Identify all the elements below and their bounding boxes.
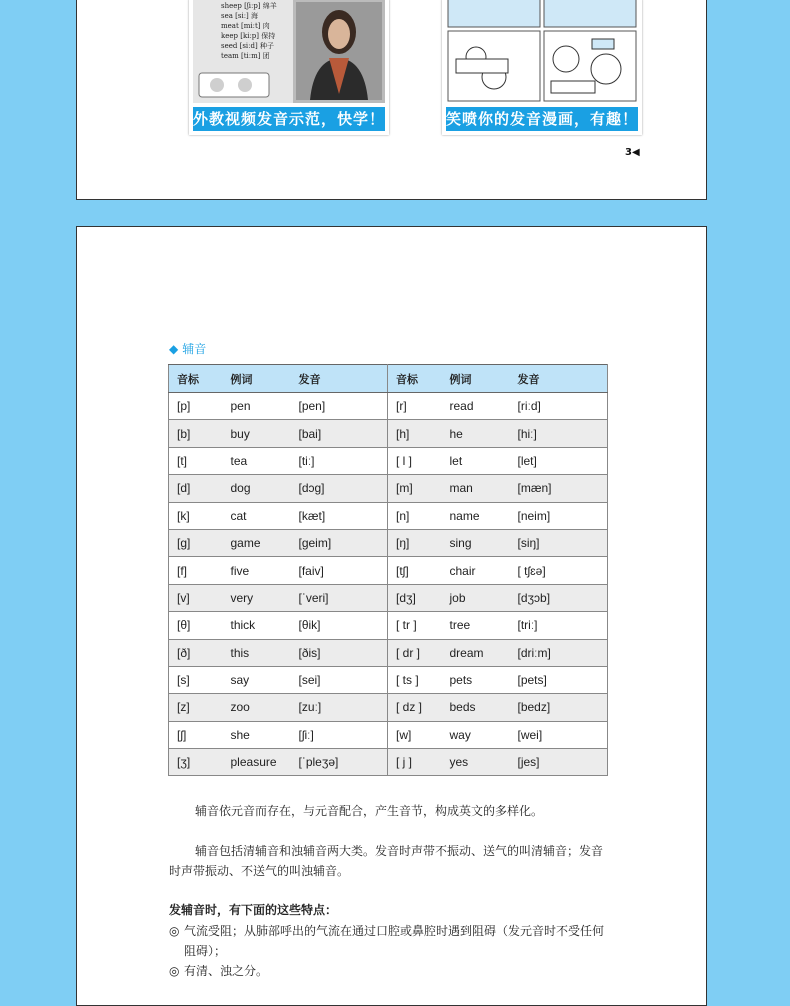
pronunciation-cell: [sei] bbox=[291, 666, 388, 693]
previous-page bbox=[76, 0, 707, 200]
video-demo-image bbox=[193, 0, 385, 103]
example-word-cell: name bbox=[442, 502, 510, 529]
symbol-cell: [ j ] bbox=[388, 749, 442, 776]
pronunciation-comic-image bbox=[446, 0, 638, 103]
example-word-cell: beds bbox=[442, 694, 510, 721]
example-word-cell: cat bbox=[223, 502, 291, 529]
example-word-cell: sing bbox=[442, 529, 510, 556]
vocab-item: team [tiːm] 团 bbox=[221, 52, 270, 60]
table-row bbox=[169, 502, 608, 529]
example-word-cell: way bbox=[442, 721, 510, 748]
vocab-item: sheep [ʃiːp] 绵羊 bbox=[221, 2, 277, 10]
feature-text: 有清、浊之分。 bbox=[184, 964, 269, 978]
cartoon-sticker bbox=[195, 69, 275, 99]
col-header-example: 例词 bbox=[442, 365, 510, 393]
section-heading bbox=[169, 340, 206, 357]
symbol-cell: [ tr ] bbox=[388, 612, 442, 639]
pronunciation-cell: [mæn] bbox=[510, 475, 608, 502]
consonant-table bbox=[168, 364, 608, 776]
pronunciation-cell: [bai] bbox=[291, 420, 388, 447]
feature-item bbox=[169, 961, 609, 981]
example-word-cell: this bbox=[223, 639, 291, 666]
comic-caption: 笑喷你的发音漫画，有趣！ bbox=[446, 107, 638, 131]
symbol-cell: [g] bbox=[169, 529, 223, 556]
example-word-cell: say bbox=[223, 666, 291, 693]
table-row bbox=[169, 475, 608, 502]
table-row bbox=[169, 666, 608, 693]
vocab-item: keep [kiːp] 保持 bbox=[221, 32, 276, 40]
pronunciation-cell: [θik] bbox=[291, 612, 388, 639]
pronunciation-cell: [jes] bbox=[510, 749, 608, 776]
symbol-cell: [h] bbox=[388, 420, 442, 447]
pronunciation-cell: [dɔg] bbox=[291, 475, 388, 502]
paragraph-consonant-intro: 辅音依元音而存在，与元音配合，产生音节，构成英文的多样化。 bbox=[195, 804, 544, 818]
example-word-cell: yes bbox=[442, 749, 510, 776]
section-title: 辅音 bbox=[182, 342, 207, 356]
pronunciation-cell: [ðis] bbox=[291, 639, 388, 666]
teacher-photo bbox=[296, 2, 382, 100]
symbol-cell: [ l ] bbox=[388, 447, 442, 474]
table-row bbox=[169, 639, 608, 666]
pronunciation-cell: [neim] bbox=[510, 502, 608, 529]
example-word-cell: pets bbox=[442, 666, 510, 693]
vocab-item: meat [miːt] 肉 bbox=[221, 22, 270, 30]
vocab-list bbox=[221, 1, 277, 61]
pronunciation-cell: [driːm] bbox=[510, 639, 608, 666]
pronunciation-cell: [riːd] bbox=[510, 393, 608, 420]
page-number-value: 3 bbox=[625, 147, 632, 158]
double-arrow-icon: ◀ bbox=[631, 147, 640, 158]
symbol-cell: [b] bbox=[169, 420, 223, 447]
symbol-cell: [w] bbox=[388, 721, 442, 748]
example-word-cell: let bbox=[442, 447, 510, 474]
example-word-cell: thick bbox=[223, 612, 291, 639]
symbol-cell: [ð] bbox=[169, 639, 223, 666]
example-word-cell: chair bbox=[442, 557, 510, 584]
symbol-cell: [ ts ] bbox=[388, 666, 442, 693]
pronunciation-cell: [ˈpleʒə] bbox=[291, 749, 388, 776]
pronunciation-cell: [ʃiː] bbox=[291, 721, 388, 748]
example-word-cell: pleasure bbox=[223, 749, 291, 776]
pronunciation-cell: [bedz] bbox=[510, 694, 608, 721]
symbol-cell: [k] bbox=[169, 502, 223, 529]
example-word-cell: he bbox=[442, 420, 510, 447]
symbol-cell: [r] bbox=[388, 393, 442, 420]
consonant-table-body bbox=[169, 393, 608, 776]
symbol-cell: [z] bbox=[169, 694, 223, 721]
col-header-symbol: 音标 bbox=[388, 365, 442, 393]
table-row bbox=[169, 420, 608, 447]
pronunciation-cell: [ tʃɛə] bbox=[510, 557, 608, 584]
col-header-pronunciation: 发音 bbox=[510, 365, 608, 393]
symbol-cell: [θ] bbox=[169, 612, 223, 639]
vocab-item: sea [siː] 海 bbox=[221, 12, 259, 20]
page-number bbox=[625, 147, 640, 158]
paragraph-consonant-types: 辅音包括清辅音和浊辅音两大类。发音时声带不振动、送气的叫清辅音；发音时声带振动、不送气的叫浊辅音。 bbox=[169, 844, 604, 878]
example-word-cell: job bbox=[442, 584, 510, 611]
table-row bbox=[169, 529, 608, 556]
symbol-cell: [ dr ] bbox=[388, 639, 442, 666]
pronunciation-cell: [let] bbox=[510, 447, 608, 474]
symbol-cell: [t] bbox=[169, 447, 223, 474]
table-row bbox=[169, 612, 608, 639]
symbol-cell: [tʃ] bbox=[388, 557, 442, 584]
pronunciation-cell: [ˈveri] bbox=[291, 584, 388, 611]
diamond-bullet-icon: ◆ bbox=[169, 342, 179, 356]
symbol-cell: [ dz ] bbox=[388, 694, 442, 721]
pronunciation-cell: [geim] bbox=[291, 529, 388, 556]
col-header-example: 例词 bbox=[223, 365, 291, 393]
example-word-cell: pen bbox=[223, 393, 291, 420]
symbol-cell: [f] bbox=[169, 557, 223, 584]
col-header-pronunciation: 发音 bbox=[291, 365, 388, 393]
example-word-cell: five bbox=[223, 557, 291, 584]
symbol-cell: [d] bbox=[169, 475, 223, 502]
feature-item bbox=[169, 921, 609, 961]
pronunciation-cell: [dʒɔb] bbox=[510, 584, 608, 611]
table-row bbox=[169, 721, 608, 748]
table-row bbox=[169, 447, 608, 474]
teacher-video-frame bbox=[293, 0, 385, 103]
example-word-cell: game bbox=[223, 529, 291, 556]
circle-bullet-icon: ◎ bbox=[169, 924, 180, 938]
example-word-cell: tree bbox=[442, 612, 510, 639]
symbol-cell: [ʒ] bbox=[169, 749, 223, 776]
example-word-cell: she bbox=[223, 721, 291, 748]
table-row bbox=[169, 584, 608, 611]
pronunciation-cell: [zuː] bbox=[291, 694, 388, 721]
col-header-symbol: 音标 bbox=[169, 365, 223, 393]
pronunciation-cell: [tiː] bbox=[291, 447, 388, 474]
example-word-cell: dream bbox=[442, 639, 510, 666]
symbol-cell: [m] bbox=[388, 475, 442, 502]
example-word-cell: zoo bbox=[223, 694, 291, 721]
example-word-cell: read bbox=[442, 393, 510, 420]
features-heading: 发辅音时，有下面的这些特点： bbox=[169, 903, 338, 917]
example-word-cell: tea bbox=[223, 447, 291, 474]
pronunciation-cell: [hiː] bbox=[510, 420, 608, 447]
symbol-cell: [dʒ] bbox=[388, 584, 442, 611]
symbol-cell: [n] bbox=[388, 502, 442, 529]
table-row bbox=[169, 694, 608, 721]
feature-text: 气流受阻；从肺部呼出的气流在通过口腔或鼻腔时遇到阻碍（发元音时不受任何阻碍）； bbox=[184, 924, 605, 958]
video-demo-caption: 外教视频发音示范，快学！ bbox=[193, 107, 385, 131]
table-row bbox=[169, 393, 608, 420]
pronunciation-cell: [triː] bbox=[510, 612, 608, 639]
comic-thumbnail[interactable] bbox=[442, 0, 642, 135]
symbol-cell: [v] bbox=[169, 584, 223, 611]
symbol-cell: [ŋ] bbox=[388, 529, 442, 556]
table-row bbox=[169, 557, 608, 584]
example-word-cell: dog bbox=[223, 475, 291, 502]
circle-bullet-icon: ◎ bbox=[169, 964, 180, 978]
pronunciation-cell: [siŋ] bbox=[510, 529, 608, 556]
pronunciation-cell: [faiv] bbox=[291, 557, 388, 584]
symbol-cell: [ʃ] bbox=[169, 721, 223, 748]
vocab-item: seed [siːd] 种子 bbox=[221, 42, 274, 50]
table-header-row bbox=[169, 365, 608, 393]
example-word-cell: man bbox=[442, 475, 510, 502]
pronunciation-cell: [pen] bbox=[291, 393, 388, 420]
pronunciation-cell: [pets] bbox=[510, 666, 608, 693]
table-row bbox=[169, 749, 608, 776]
symbol-cell: [s] bbox=[169, 666, 223, 693]
symbol-cell: [p] bbox=[169, 393, 223, 420]
pronunciation-cell: [wei] bbox=[510, 721, 608, 748]
pronunciation-cell: [kæt] bbox=[291, 502, 388, 529]
example-word-cell: buy bbox=[223, 420, 291, 447]
consonants-page bbox=[76, 226, 707, 1006]
example-word-cell: very bbox=[223, 584, 291, 611]
comic-panels bbox=[446, 0, 638, 103]
video-demo-thumbnail[interactable] bbox=[189, 0, 389, 135]
